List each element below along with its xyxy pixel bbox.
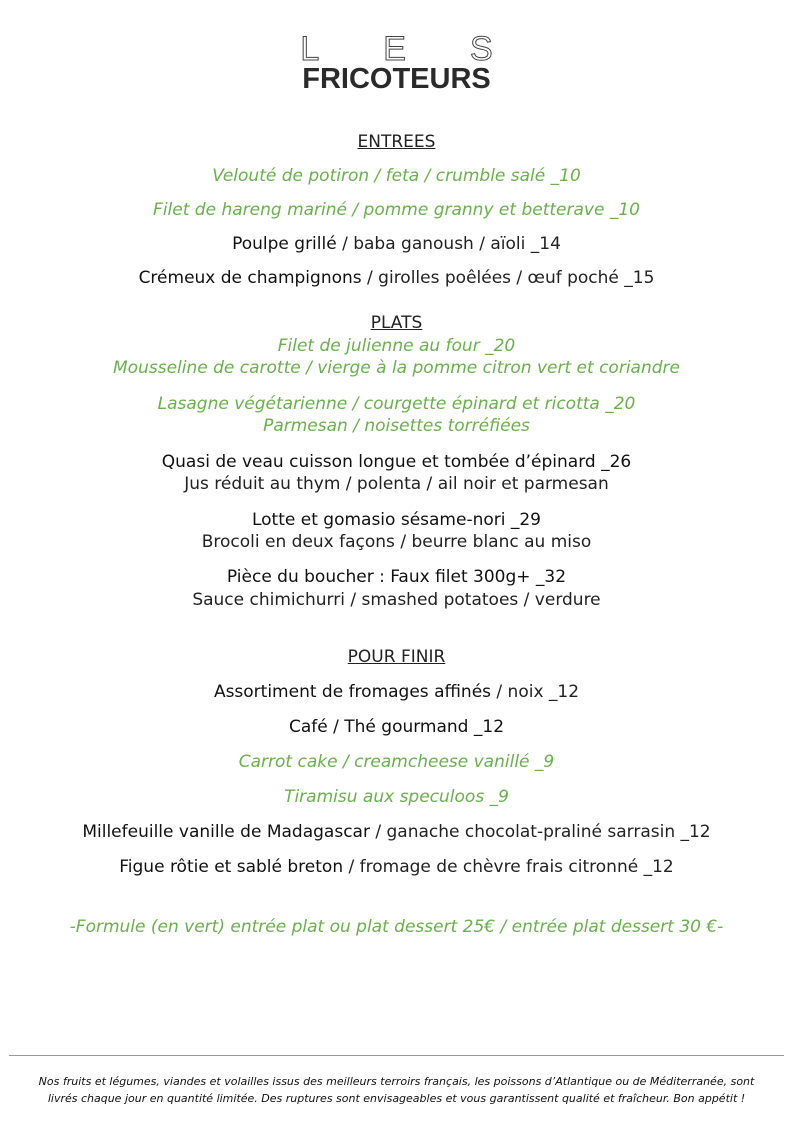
item-desc: / pomme granny et betterave _10 [347,200,640,220]
footer-divider [9,1055,784,1056]
footer-line-2: livrés chaque jour en quantité limitée. Des ruptures sont envisageables et vous garantissent qualité et fraîcheur. Bon appétit ! [47,1092,746,1105]
dish-title: Quasi de veau cuisson longue et tombée d’épinard _26 [161,452,632,472]
logo-fricoteurs: FRICOTEURS [302,63,491,95]
item-desc: / girolles poêlées / œuf poché _15 [361,268,655,288]
section-heading-entrees: ENTREES [357,132,436,152]
item-name: Tiramisu aux speculoos _9 [284,787,509,807]
dish-detail: Sauce chimichurri / smashed potatoes / verdure [192,590,601,610]
item-name: Figue rôtie et sablé breton [119,857,344,877]
item-desc: / baba ganoush / aïoli _14 [336,234,561,254]
dish-title: Lasagne végétarienne / courgette épinard et ricotta _20 [157,394,636,414]
menu-item [0,821,793,843]
dish-title: Pièce du boucher : Faux filet 300g+ _32 [226,567,567,587]
menu-item [0,716,793,738]
menu-item [0,681,793,703]
menu-item [0,751,793,773]
item-desc: / ganache chocolat-praliné sarrasin _12 [369,822,711,842]
restaurant-logo [0,30,793,95]
item-name: Poulpe grillé [232,234,337,254]
dish-detail: Parmesan / noisettes torréfiées [263,416,530,436]
menu-item [0,856,793,878]
dish-detail: Brocoli en deux façons / beurre blanc au miso [201,532,592,552]
formule-note: -Formule (en vert) entrée plat ou plat dessert 25€ / entrée plat dessert 30 €- [69,917,724,937]
dish-detail: Mousseline de carotte / vierge à la pomme citron vert et coriandre [113,358,680,378]
section-heading-plats: PLATS [370,313,423,333]
menu-item [0,199,793,221]
menu-item [0,233,793,255]
item-desc: / feta / crumble salé _10 [369,166,581,186]
item-name: Velouté de potiron [212,166,370,186]
item-name: Filet de hareng mariné [153,200,347,220]
item-desc: / fromage de chèvre frais citronné _12 [343,857,674,877]
dish-title: Filet de julienne au four _20 [277,336,516,356]
menu-item [0,267,793,289]
footer-note [0,1073,793,1107]
dish-detail: Jus réduit au thym / polenta / ail noir et parmesan [184,474,609,494]
logo-les: LES [300,30,557,68]
footer-line-1: Nos fruits et légumes, viandes et volailles issus des meilleurs terroirs français, les poissons d’Atlantique ou de Méditerranée, sont [38,1075,755,1088]
section-heading-desserts: POUR FINIR [347,647,446,667]
item-name: Café / Thé gourmand _12 [288,717,505,737]
item-desc: creamcheese vanillé _9 [348,752,555,772]
item-name: Assortiment de fromages affinés [213,682,492,702]
item-name: Crémeux de champignons [138,268,362,288]
dish-title: Lotte et gomasio sésame-nori _29 [251,510,542,530]
menu-item [0,786,793,808]
menu-item [0,165,793,187]
item-name: Millefeuille vanille de Madagascar [82,822,370,842]
item-desc: / noix _12 [491,682,580,702]
item-name: Carrot cake / [238,752,349,772]
